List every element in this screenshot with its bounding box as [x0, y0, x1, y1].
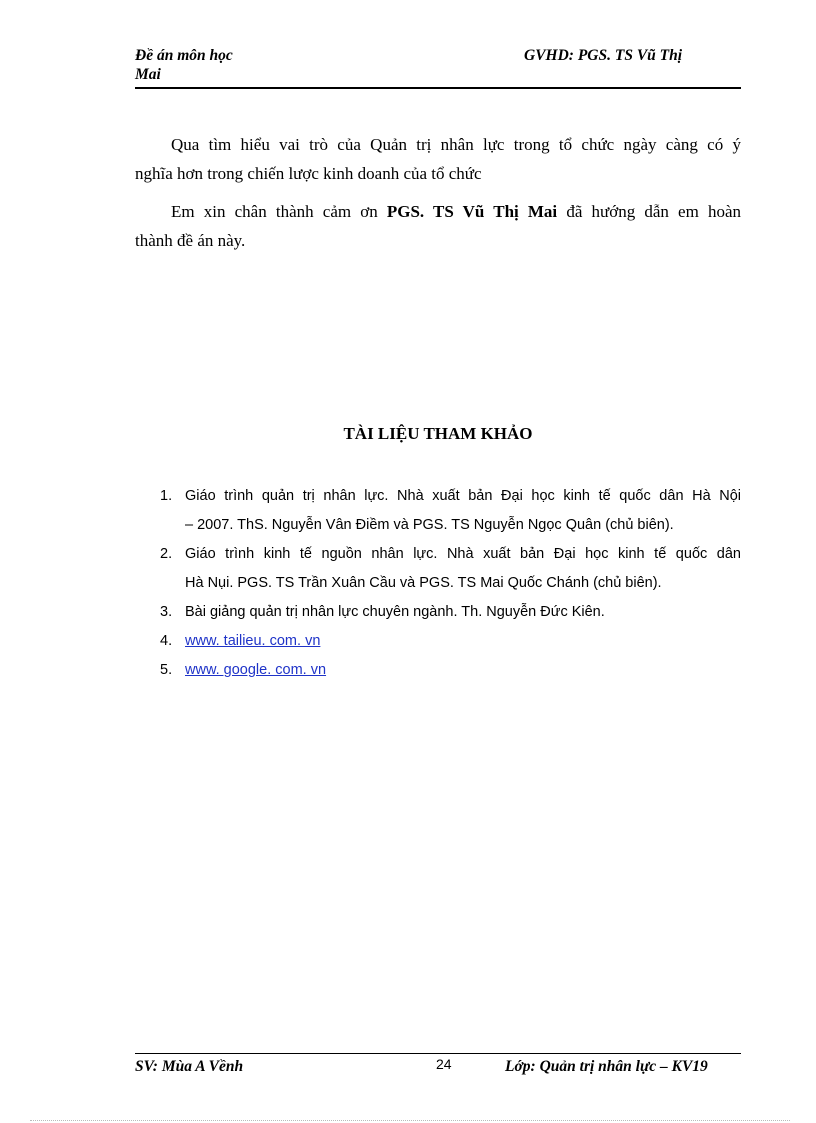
- thanks-supervisor-name: PGS. TS Vũ Thị Mai: [386, 202, 558, 221]
- thanks-text-after: đã hướng dẫn em hoàn: [557, 202, 742, 221]
- reference-item: [135, 598, 741, 627]
- paragraph-conclusion: [135, 130, 741, 188]
- paragraph-thanks-line1: [135, 197, 741, 226]
- reference-line1: Bài giảng quản trị nhân lực chuyên ngành. Th. Nguyễn Đức Kiên.: [185, 604, 605, 620]
- reference-line2: Hà Nụi. PGS. TS Trần Xuân Cầu và PGS. TS Mai Quốc Chánh (chủ biên).: [185, 575, 662, 591]
- references-list: [135, 482, 741, 685]
- reference-number: 4.: [160, 633, 173, 649]
- paragraph-thanks-line2: thành đề án này.: [135, 231, 246, 250]
- footer-class: Lớp: Quản trị nhân lực – KV19: [505, 1058, 708, 1075]
- reference-item: [135, 656, 741, 685]
- header-divider: [135, 87, 741, 89]
- paragraph-conclusion-line1: Qua tìm hiểu vai trò của Quản trị nhân lực trong tổ chức ngày càng có ý: [171, 135, 741, 154]
- footer-student: SV: Mùa A Vềnh: [135, 1058, 244, 1075]
- reference-item: [135, 540, 741, 598]
- reference-line2: – 2007. ThS. Nguyễn Vân Điềm và PGS. TS Nguyễn Ngọc Quân (chủ biên).: [185, 517, 674, 533]
- reference-link-google[interactable]: www. google. com. vn: [185, 662, 327, 678]
- reference-line1: Giáo trình quản trị nhân lực. Nhà xuất bản Đại học kinh tế quốc dân Hà Nội: [185, 488, 741, 504]
- reference-item: [135, 482, 741, 540]
- page-number: 24: [436, 1056, 452, 1072]
- thanks-text-before: Em xin chân thành cảm ơn: [171, 202, 387, 221]
- header-course-line1: Đề án môn học: [135, 47, 233, 64]
- page-edge-divider: [30, 1120, 790, 1121]
- reference-number: 5.: [160, 662, 173, 678]
- references-title: TÀI LIỆU THAM KHẢO: [343, 424, 533, 443]
- reference-link-tailieu[interactable]: www. tailieu. com. vn: [185, 633, 321, 649]
- paragraph-thanks: [135, 197, 741, 255]
- header-course-line2: Mai: [135, 66, 161, 83]
- reference-item: [135, 627, 741, 656]
- reference-line1: Giáo trình kinh tế nguồn nhân lực. Nhà xuất bản Đại học kinh tế quốc dân: [185, 546, 741, 562]
- header-supervisor: GVHD: PGS. TS Vũ Thị: [524, 47, 683, 64]
- header-course-title: [135, 46, 233, 84]
- paragraph-conclusion-line2: nghĩa hơn trong chiến lược kinh doanh của tổ chức: [135, 164, 482, 183]
- reference-number: 3.: [160, 604, 173, 620]
- footer-divider: [135, 1053, 741, 1054]
- reference-number: 1.: [160, 488, 173, 504]
- reference-number: 2.: [160, 546, 173, 562]
